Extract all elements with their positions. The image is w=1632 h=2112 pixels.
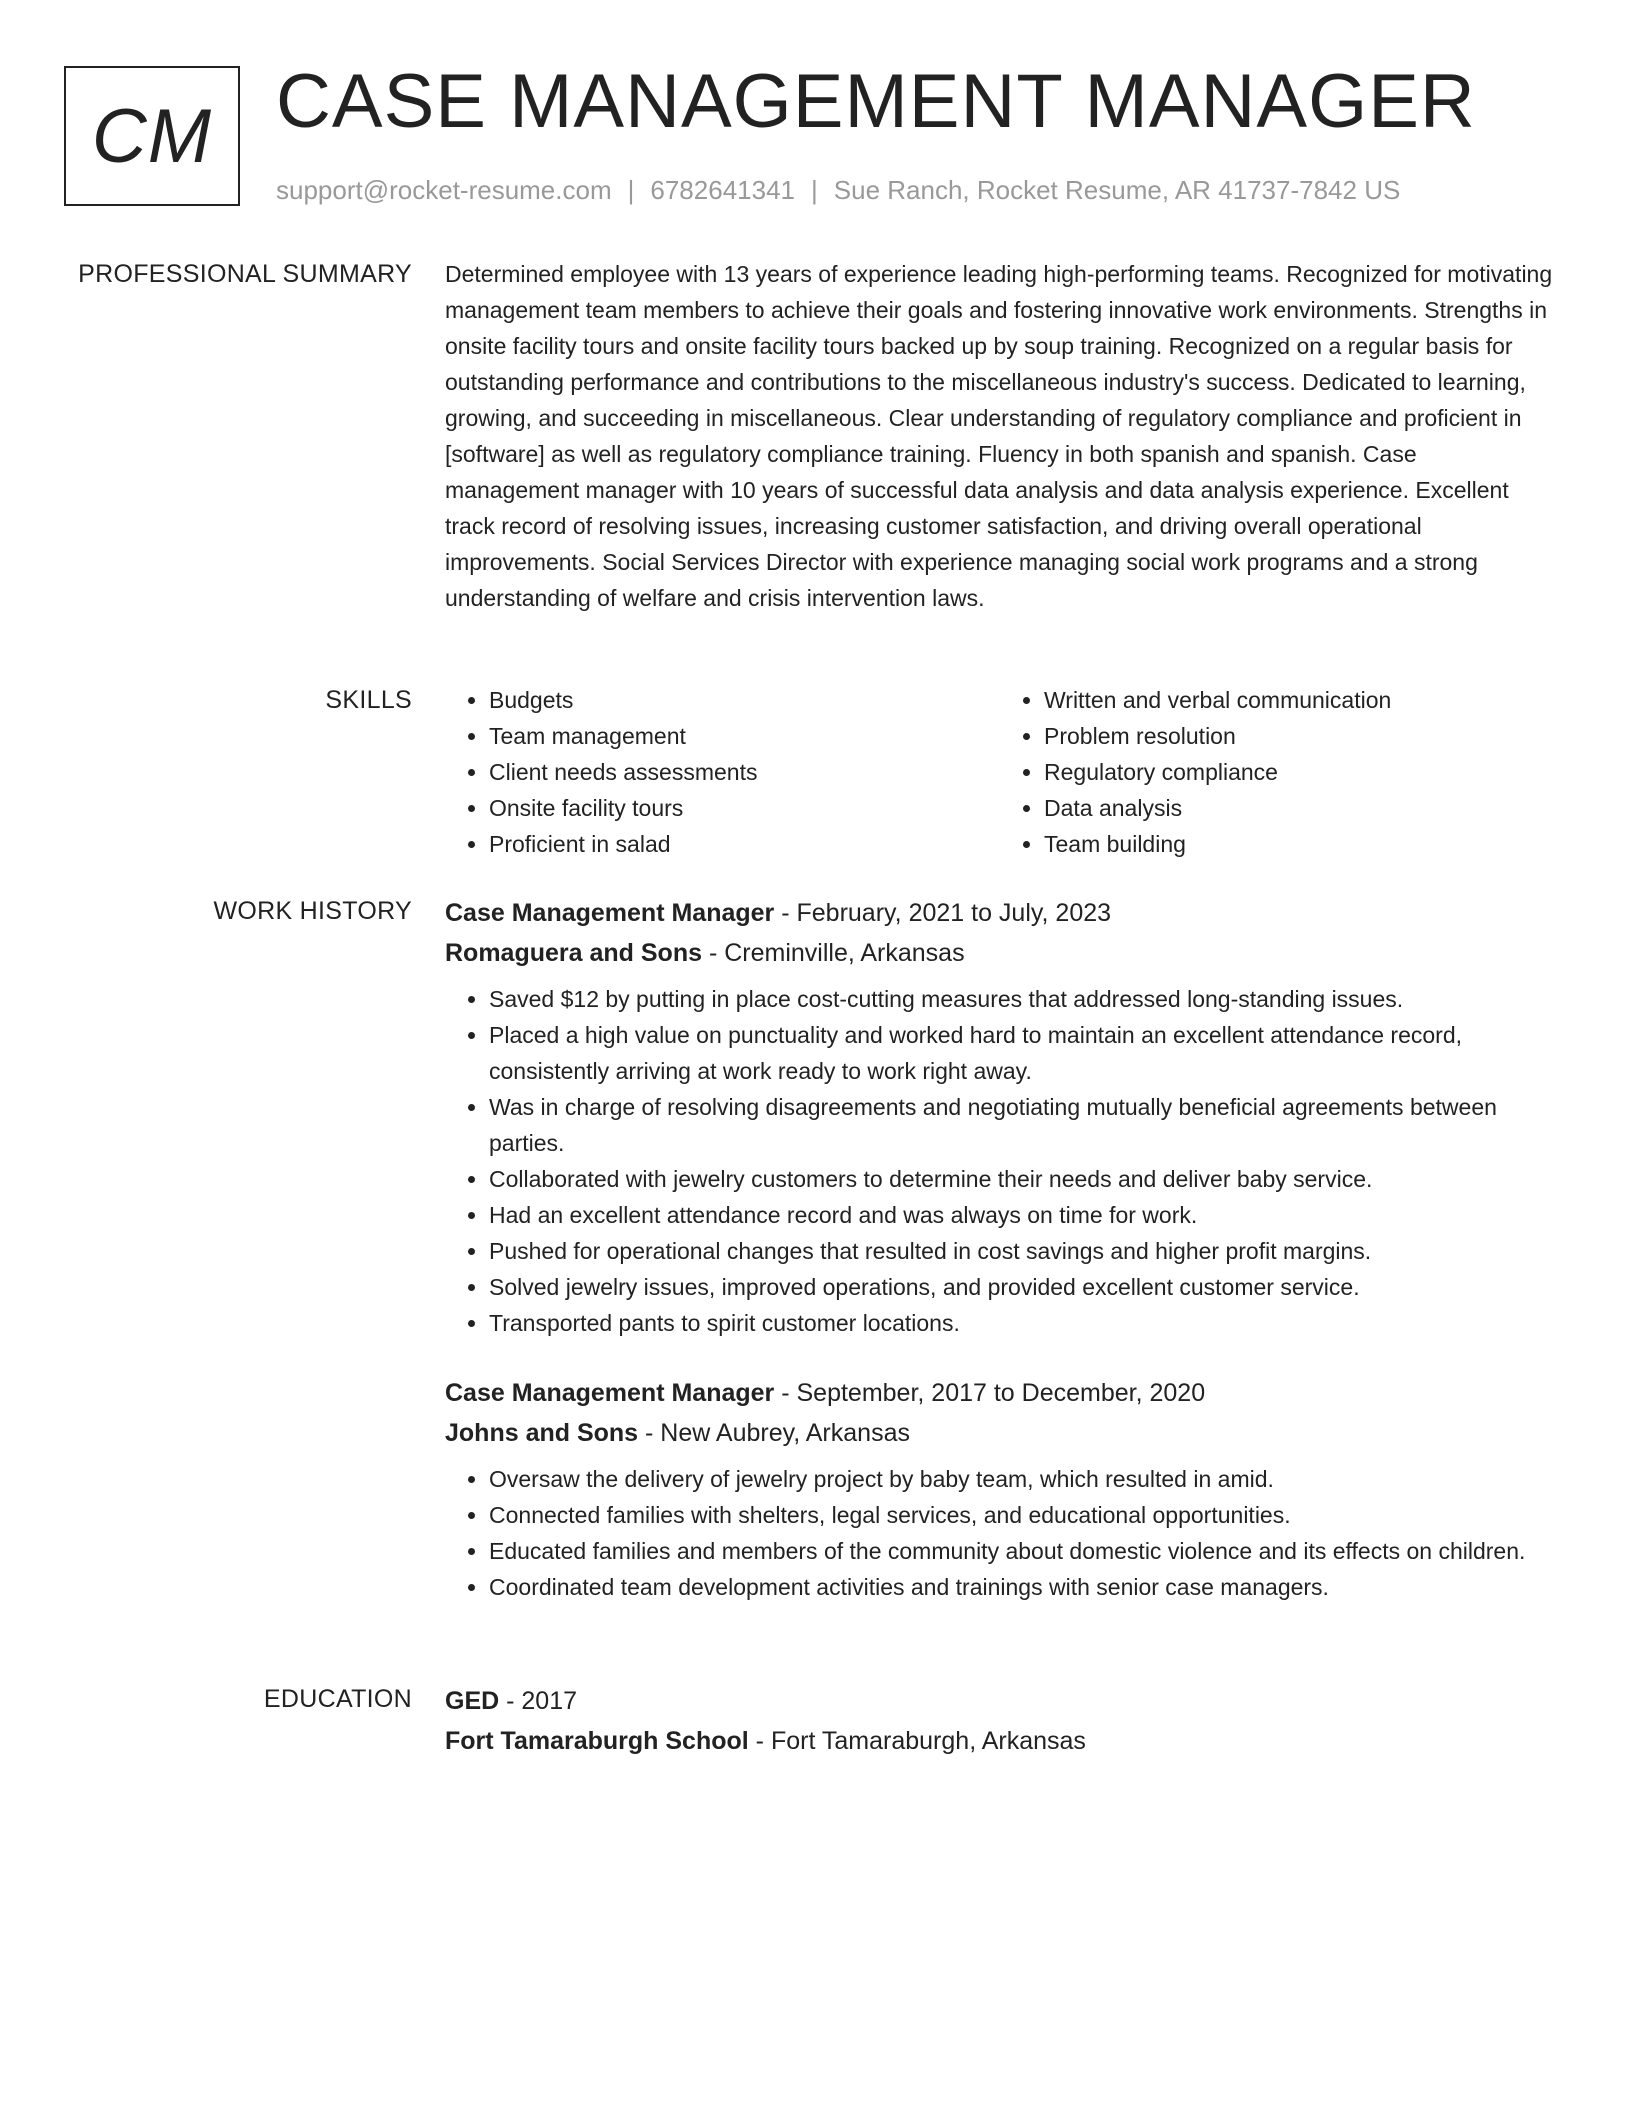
job-title-line	[445, 1373, 1555, 1413]
skills-columns	[445, 682, 1555, 862]
education-school-line	[445, 1721, 1555, 1761]
work-history-body	[445, 893, 1555, 1605]
job-bullet: • Connected families with shelters, legal services, and educational opportunities.	[489, 1497, 1555, 1533]
job-title: Case Management Manager	[445, 899, 775, 927]
section-label-skills: SKILLS	[325, 686, 412, 714]
job-bullet: • Pushed for operational changes that resulted in cost savings and higher profit margins.	[489, 1233, 1555, 1269]
skill-item: • Team management	[489, 718, 1000, 754]
contact-email: support@rocket-resume.com	[276, 175, 612, 205]
job-bullet: • Transported pants to spirit customer locations.	[489, 1305, 1555, 1341]
skill-item: • Written and verbal communication	[1044, 682, 1555, 718]
contact-line	[276, 172, 1400, 208]
job-location: - Creminville, Arkansas	[702, 939, 965, 967]
monogram-initials: CM	[91, 93, 213, 179]
contact-separator: |	[811, 175, 818, 205]
education-location: - Fort Tamaraburgh, Arkansas	[748, 1727, 1086, 1755]
job-title: Case Management Manager	[445, 1379, 775, 1407]
section-label-work-history: WORK HISTORY	[213, 897, 412, 925]
contact-separator: |	[627, 175, 635, 205]
section-label-education: EDUCATION	[263, 1685, 412, 1713]
job-entry	[445, 893, 1555, 1341]
education-body	[445, 1681, 1555, 1761]
contact-phone: 6782641341	[650, 175, 795, 205]
job-bullet: • Collaborated with jewelry customers to determine their needs and deliver baby service.	[489, 1161, 1555, 1197]
education-degree-line	[445, 1681, 1555, 1721]
summary-text: Determined employee with 13 years of experience leading high-performing teams. Recognized for motivating management team members to achieve their goals and fostering innovative work environments. Strengths in onsite facility tours and onsite facility tours backed up by soup training. Recognized on a regular basis for outstanding performance and contributions to the miscellaneous industry's success. Dedicated to learning, growing, and succeeding in miscellaneous. Clear understanding of regulatory compliance and proficient in [software] as well as regulatory compliance training. Fluency in both spanish and spanish. Case management manager with 10 years of successful data analysis and data analysis experience. Excellent track record of resolving issues, increasing customer satisfaction, and driving overall operational improvements. Social Services Director with experience managing social work programs and a strong understanding of welfare and crisis intervention laws.	[445, 261, 1553, 611]
education-degree: GED	[445, 1687, 500, 1715]
skill-item: • Budgets	[489, 682, 1000, 718]
job-company-line	[445, 1413, 1555, 1453]
monogram-badge	[64, 66, 240, 206]
job-bullet: • Coordinated team development activities and trainings with senior case managers.	[489, 1569, 1555, 1605]
skill-item: • Problem resolution	[1044, 718, 1555, 754]
job-entry	[445, 1373, 1555, 1605]
education-school: Fort Tamaraburgh School	[445, 1727, 749, 1755]
skills-body	[445, 682, 1555, 862]
job-bullet: • Was in charge of resolving disagreements and negotiating mutually beneficial agreements between parties.	[489, 1089, 1555, 1161]
job-bullets	[445, 1461, 1555, 1605]
job-company-line	[445, 933, 1555, 973]
summary-body	[445, 256, 1555, 616]
section-label-summary: PROFESSIONAL SUMMARY	[78, 260, 412, 288]
job-bullet: • Solved jewelry issues, improved operations, and provided excellent customer service.	[489, 1269, 1555, 1305]
job-bullet: • Placed a high value on punctuality and worked hard to maintain an excellent attendance record, consistently arriving at work ready to work right away.	[489, 1017, 1555, 1089]
skill-item: • Team building	[1044, 826, 1555, 862]
job-bullet: • Saved $12 by putting in place cost-cutting measures that addressed long-standing issues.	[489, 981, 1555, 1017]
education-year: - 2017	[499, 1687, 578, 1715]
job-bullets	[445, 981, 1555, 1341]
skill-item: • Proficient in salad	[489, 826, 1000, 862]
job-location: - New Aubrey, Arkansas	[638, 1419, 910, 1447]
job-bullet: • Educated families and members of the community about domestic violence and its effects on children.	[489, 1533, 1555, 1569]
skills-column-left	[445, 682, 1000, 862]
job-title-line	[445, 893, 1555, 933]
job-dates: - September, 2017 to December, 2020	[774, 1379, 1206, 1407]
skill-item: • Onsite facility tours	[489, 790, 1000, 826]
skill-item: • Client needs assessments	[489, 754, 1000, 790]
job-dates: - February, 2021 to July, 2023	[774, 899, 1112, 927]
resume-name: CASE MANAGEMENT MANAGER	[276, 59, 1476, 144]
skill-item: • Data analysis	[1044, 790, 1555, 826]
job-company: Johns and Sons	[445, 1419, 639, 1447]
job-bullet: • Had an excellent attendance record and was always on time for work.	[489, 1197, 1555, 1233]
skill-item: • Regulatory compliance	[1044, 754, 1555, 790]
skills-column-right	[1000, 682, 1555, 862]
contact-address: Sue Ranch, Rocket Resume, AR 41737-7842 US	[833, 175, 1401, 205]
job-company: Romaguera and Sons	[445, 939, 702, 967]
job-bullet: • Oversaw the delivery of jewelry project by baby team, which resulted in amid.	[489, 1461, 1555, 1497]
